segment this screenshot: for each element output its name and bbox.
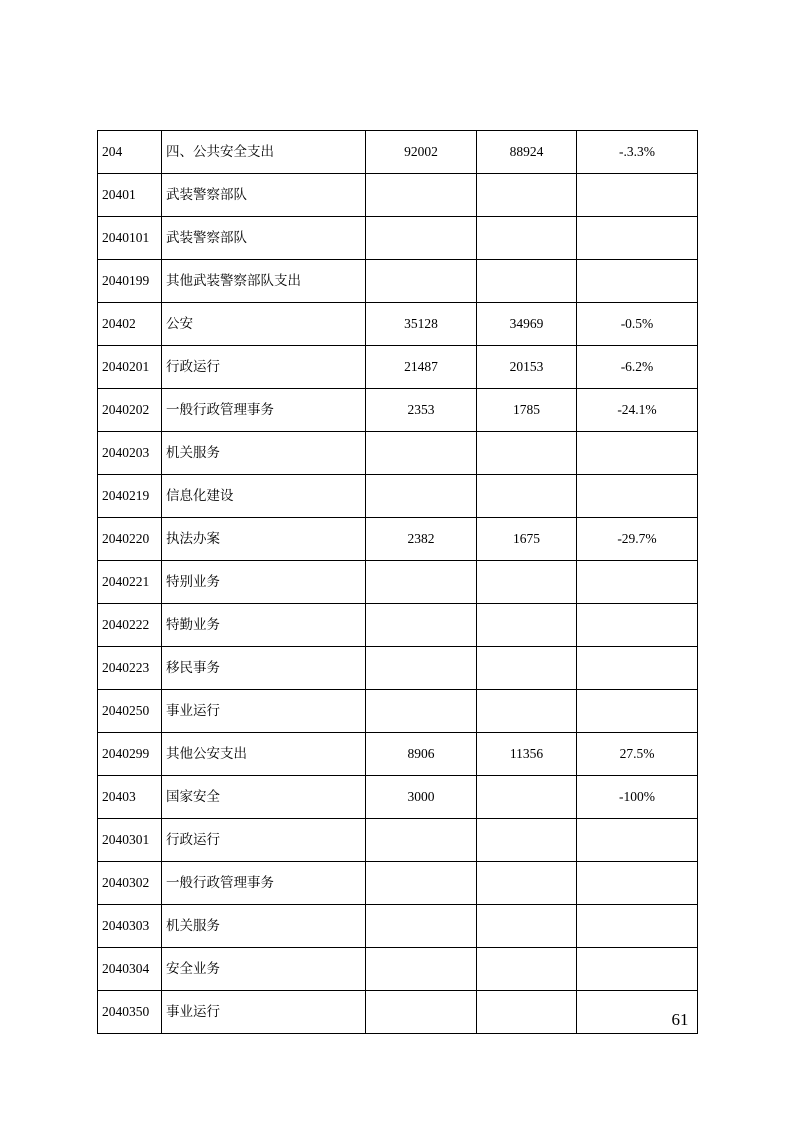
cell-code: 2040219	[98, 475, 162, 518]
cell-change-pct	[577, 260, 698, 303]
cell-change-pct	[577, 819, 698, 862]
cell-code: 2040222	[98, 604, 162, 647]
cell-code: 2040350	[98, 991, 162, 1034]
cell-code: 2040101	[98, 217, 162, 260]
budget-table	[97, 130, 698, 1034]
cell-value-1	[366, 647, 477, 690]
cell-change-pct	[577, 905, 698, 948]
cell-change-pct	[577, 647, 698, 690]
table-row	[98, 819, 698, 862]
table-row	[98, 991, 698, 1034]
cell-value-2	[477, 690, 577, 733]
table-row	[98, 604, 698, 647]
cell-change-pct	[577, 561, 698, 604]
cell-item-name: 一般行政管理事务	[162, 862, 366, 905]
table-row	[98, 432, 698, 475]
cell-value-1	[366, 475, 477, 518]
cell-value-1	[366, 260, 477, 303]
cell-change-pct: -6.2%	[577, 346, 698, 389]
table-row	[98, 217, 698, 260]
cell-value-2: 11356	[477, 733, 577, 776]
cell-change-pct: 27.5%	[577, 733, 698, 776]
table-row	[98, 389, 698, 432]
cell-code: 2040303	[98, 905, 162, 948]
cell-value-2: 34969	[477, 303, 577, 346]
cell-change-pct: -0.5%	[577, 303, 698, 346]
cell-value-2	[477, 948, 577, 991]
cell-value-2	[477, 905, 577, 948]
cell-value-1	[366, 819, 477, 862]
cell-item-name: 武装警察部队	[162, 217, 366, 260]
cell-value-1: 8906	[366, 733, 477, 776]
cell-item-name: 特勤业务	[162, 604, 366, 647]
table-row	[98, 905, 698, 948]
cell-code: 2040220	[98, 518, 162, 561]
cell-item-name: 国家安全	[162, 776, 366, 819]
cell-item-name: 事业运行	[162, 690, 366, 733]
cell-value-2	[477, 604, 577, 647]
table-row	[98, 131, 698, 174]
cell-value-2: 88924	[477, 131, 577, 174]
cell-item-name: 公安	[162, 303, 366, 346]
cell-code: 2040221	[98, 561, 162, 604]
cell-value-1	[366, 948, 477, 991]
cell-item-name: 其他武装警察部队支出	[162, 260, 366, 303]
table-row	[98, 862, 698, 905]
cell-code: 2040302	[98, 862, 162, 905]
cell-item-name: 移民事务	[162, 647, 366, 690]
cell-value-2	[477, 776, 577, 819]
table-row	[98, 174, 698, 217]
cell-change-pct: -24.1%	[577, 389, 698, 432]
cell-value-1	[366, 561, 477, 604]
cell-code: 20403	[98, 776, 162, 819]
cell-change-pct	[577, 862, 698, 905]
cell-value-1: 92002	[366, 131, 477, 174]
cell-item-name: 武装警察部队	[162, 174, 366, 217]
cell-item-name: 信息化建设	[162, 475, 366, 518]
cell-value-1: 2382	[366, 518, 477, 561]
cell-item-name: 安全业务	[162, 948, 366, 991]
cell-code: 204	[98, 131, 162, 174]
cell-value-2	[477, 991, 577, 1034]
cell-code: 2040199	[98, 260, 162, 303]
page-number: 61	[671, 1010, 689, 1029]
cell-value-1: 3000	[366, 776, 477, 819]
cell-item-name: 四、公共安全支出	[162, 131, 366, 174]
table-row	[98, 776, 698, 819]
cell-value-1: 35128	[366, 303, 477, 346]
table-row	[98, 346, 698, 389]
cell-change-pct	[577, 432, 698, 475]
cell-value-1: 21487	[366, 346, 477, 389]
table-row	[98, 647, 698, 690]
cell-value-1	[366, 604, 477, 647]
cell-code: 2040301	[98, 819, 162, 862]
cell-change-pct	[577, 948, 698, 991]
table-row	[98, 948, 698, 991]
cell-value-2	[477, 475, 577, 518]
cell-change-pct: -29.7%	[577, 518, 698, 561]
table-row	[98, 518, 698, 561]
cell-code: 20401	[98, 174, 162, 217]
table-row	[98, 733, 698, 776]
table-row	[98, 303, 698, 346]
table-row	[98, 475, 698, 518]
cell-value-1	[366, 690, 477, 733]
cell-value-2: 20153	[477, 346, 577, 389]
cell-value-1	[366, 862, 477, 905]
cell-value-1	[366, 991, 477, 1034]
cell-code: 20402	[98, 303, 162, 346]
cell-value-1	[366, 905, 477, 948]
cell-value-2	[477, 647, 577, 690]
table-row	[98, 260, 698, 303]
cell-item-name: 其他公安支出	[162, 733, 366, 776]
cell-item-name: 行政运行	[162, 819, 366, 862]
cell-change-pct: -.3.3%	[577, 131, 698, 174]
cell-code: 2040202	[98, 389, 162, 432]
cell-code: 2040299	[98, 733, 162, 776]
cell-value-2	[477, 432, 577, 475]
cell-change-pct	[577, 475, 698, 518]
cell-value-1	[366, 432, 477, 475]
cell-value-2	[477, 217, 577, 260]
cell-code: 2040250	[98, 690, 162, 733]
cell-value-1	[366, 217, 477, 260]
cell-item-name: 特别业务	[162, 561, 366, 604]
cell-item-name: 机关服务	[162, 432, 366, 475]
cell-value-2	[477, 561, 577, 604]
cell-change-pct: -100%	[577, 776, 698, 819]
cell-change-pct	[577, 604, 698, 647]
cell-item-name: 事业运行	[162, 991, 366, 1034]
cell-code: 2040201	[98, 346, 162, 389]
cell-value-2	[477, 819, 577, 862]
cell-value-2	[477, 174, 577, 217]
table-row	[98, 561, 698, 604]
cell-change-pct	[577, 174, 698, 217]
cell-value-2: 1785	[477, 389, 577, 432]
cell-value-2: 1675	[477, 518, 577, 561]
cell-code: 2040223	[98, 647, 162, 690]
cell-item-name: 机关服务	[162, 905, 366, 948]
cell-item-name: 行政运行	[162, 346, 366, 389]
cell-value-2	[477, 260, 577, 303]
cell-code: 2040203	[98, 432, 162, 475]
table-row	[98, 690, 698, 733]
cell-value-1: 2353	[366, 389, 477, 432]
cell-change-pct	[577, 217, 698, 260]
cell-item-name: 一般行政管理事务	[162, 389, 366, 432]
cell-code: 2040304	[98, 948, 162, 991]
cell-change-pct	[577, 690, 698, 733]
cell-value-2	[477, 862, 577, 905]
cell-value-1	[366, 174, 477, 217]
cell-item-name: 执法办案	[162, 518, 366, 561]
